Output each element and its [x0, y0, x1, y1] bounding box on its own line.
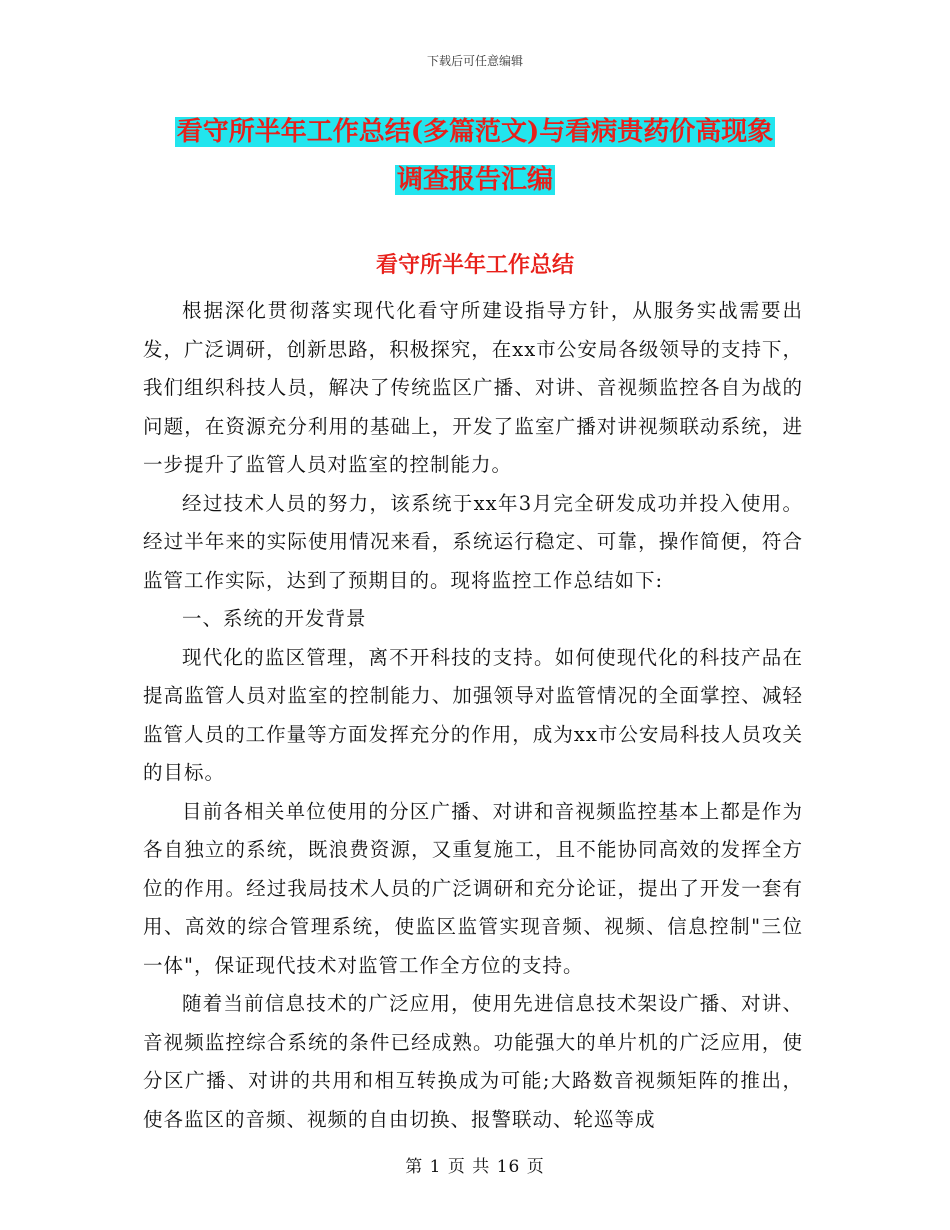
paragraph: 随着当前信息技术的广泛应用，使用先进信息技术架设广播、对讲、音视频监控综合系统的条件已经成熟。功能强大的单片机的广泛应用，使分区广播、对讲的共用和相互转换成为可能;大路数音视频矩阵的推出，使各监区的音频、视频的自由切换、报警联动、轮巡等成	[143, 992, 803, 1131]
section-title: 看守所半年工作总结	[375, 252, 574, 278]
title-line-1: 看守所半年工作总结(多篇范文)与看病贵药价高现象	[176, 117, 774, 147]
title-line-2: 调查报告汇编	[396, 165, 553, 195]
paragraph: 经过技术人员的努力，该系统于xx年3月完全研发成功并投入使用。经过半年来的实际使用情况来看，系统运行稳定、可靠，操作简便，符合监管工作实际，达到了预期目的。现将监控工作总结如下:	[143, 491, 803, 592]
page-footer: 第 1 页 共 16 页	[405, 1157, 545, 1177]
header-note: 下载后可任意编辑	[426, 54, 523, 68]
subheading: 一、系统的开发背景	[182, 607, 367, 630]
paragraph: 根据深化贯彻落实现代化看守所建设指导方针，从服务实战需要出发，广泛调研，创新思路，积极探究，在xx市公安局各级领导的支持下，我们组织科技人员，解决了传统监区广播、对讲、音视频监控各自为战的问题，在资源充分利用的基础上，开发了监室广播对讲视频联动系统，进一步提升了监管人员对监室的控制能力。	[143, 299, 803, 476]
document-title	[0, 108, 950, 204]
paragraph: 现代化的监区管理，离不开科技的支持。如何使现代化的科技产品在提高监管人员对监室的控制能力、加强领导对监管情况的全面掌控、减轻监管人员的工作量等方面发挥充分的作用，成为xx市公安局科技人员攻关的目标。	[143, 645, 803, 784]
body-text	[143, 292, 803, 1139]
paragraph: 目前各相关单位使用的分区广播、对讲和音视频监控基本上都是作为各自独立的系统，既浪费资源，又重复施工，且不能协同高效的发挥全方位的作用。经过我局技术人员的广泛调研和充分论证，提出了开发一套有用、高效的综合管理系统，使监区监管实现音频、视频、信息控制"三位一体"，保证现代技术对监管工作全方位的支持。	[143, 799, 803, 977]
